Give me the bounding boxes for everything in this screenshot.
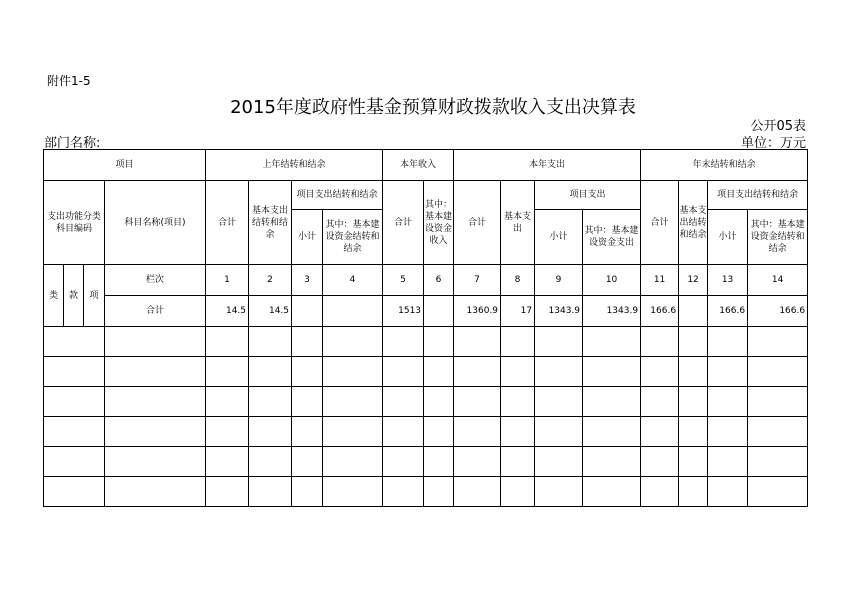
department-label: 部门名称: [44,136,101,151]
value-cell [383,417,424,447]
header-end-total: 合计 [641,181,679,265]
column-number-cell: 6 [424,265,454,296]
code-cell [44,447,105,477]
value-cell [748,357,808,387]
header-prev-capital-balance: 其中：基本建设资金结转和结余 [323,210,383,265]
subject-cell [105,417,206,447]
header-end-basic-balance: 基本支出结转和结余 [679,181,708,265]
value-cell [454,417,501,447]
column-number-cell: 7 [454,265,501,296]
value-cell [679,477,708,507]
column-number-cell: 13 [708,265,748,296]
value-cell [535,447,583,477]
header-year-end-balance: 年末结转和结余 [641,150,808,181]
header-entry: 项 [84,265,105,327]
value-cell [454,357,501,387]
value-cell [583,327,641,357]
header-basic-expense: 基本支出 [501,181,535,265]
total-row-cell: 14.5 [249,296,292,327]
column-number-cell: 12 [679,265,708,296]
subject-cell [105,357,206,387]
value-cell [292,387,323,417]
value-cell [206,387,249,417]
value-cell [249,327,292,357]
value-cell [583,417,641,447]
value-cell [535,327,583,357]
column-number-cell: 11 [641,265,679,296]
value-cell [748,447,808,477]
value-cell [424,417,454,447]
total-row-cell: 166.6 [641,296,679,327]
header-year-expense: 本年支出 [454,150,641,181]
value-cell [424,327,454,357]
value-cell [292,447,323,477]
header-project-expense-balance: 项目支出结转和结余 [292,181,383,210]
value-cell [501,327,535,357]
header-capital-income: 其中：基本建设资金收入 [424,181,454,265]
column-number-label: 栏次 [105,265,206,296]
value-cell [206,327,249,357]
value-cell [708,357,748,387]
unit-label: 单位：万元 [740,136,806,151]
total-row-cell: 1360.9 [454,296,501,327]
value-cell [583,477,641,507]
value-cell [292,477,323,507]
value-cell [748,417,808,447]
header-prev-subtotal: 小计 [292,210,323,265]
value-cell [501,447,535,477]
value-cell [708,447,748,477]
total-row-cell [292,296,323,327]
subject-cell [105,327,206,357]
header-func-code: 支出功能分类科目编码 [44,181,105,265]
value-cell [323,357,383,387]
header-prev-balance: 上年结转和结余 [206,150,383,181]
value-cell [748,387,808,417]
subject-cell [105,447,206,477]
value-cell [292,417,323,447]
value-cell [641,327,679,357]
value-cell [454,477,501,507]
header-end-subtotal: 小计 [708,210,748,265]
value-cell [501,417,535,447]
value-cell [583,357,641,387]
table-row [44,477,808,507]
value-cell [249,357,292,387]
value-cell [424,357,454,387]
column-number-cell: 3 [292,265,323,296]
column-number-cell: 10 [583,265,641,296]
value-cell [206,357,249,387]
value-cell [249,387,292,417]
value-cell [249,417,292,447]
column-number-cell: 8 [501,265,535,296]
value-cell [323,387,383,417]
value-cell [383,477,424,507]
value-cell [383,357,424,387]
total-row-cell: 1513 [383,296,424,327]
header-section: 款 [64,265,84,327]
value-cell [679,417,708,447]
table-row [44,447,808,477]
budget-table [43,149,808,507]
table-row [44,327,808,357]
header-expense-subtotal: 小计 [535,210,583,265]
table-row [44,387,808,417]
value-cell [535,387,583,417]
value-cell [708,477,748,507]
value-cell [383,387,424,417]
total-row-cell: 14.5 [206,296,249,327]
value-cell [501,357,535,387]
value-cell [748,477,808,507]
value-cell [292,357,323,387]
value-cell [454,447,501,477]
header-end-capital-balance: 其中：基本建设资金结转和结余 [748,210,808,265]
column-number-cell: 5 [383,265,424,296]
value-cell [323,477,383,507]
value-cell [535,417,583,447]
header-project-expense: 项目支出 [535,181,641,210]
value-cell [454,387,501,417]
value-cell [679,357,708,387]
value-cell [679,387,708,417]
subject-cell [105,387,206,417]
total-row-cell: 17 [501,296,535,327]
value-cell [323,447,383,477]
value-cell [292,327,323,357]
table-row [44,357,808,387]
value-cell [424,387,454,417]
header-year-income: 本年收入 [383,150,454,181]
code-cell [44,387,105,417]
total-row-cell: 1343.9 [535,296,583,327]
value-cell [535,357,583,387]
value-cell [708,327,748,357]
code-cell [44,417,105,447]
column-number-cell: 4 [323,265,383,296]
header-prev-total: 合计 [206,181,249,265]
value-cell [708,387,748,417]
column-number-cell: 9 [535,265,583,296]
header-subject-name: 科目名称(项目) [105,181,206,265]
value-cell [249,447,292,477]
header-income-total: 合计 [383,181,424,265]
value-cell [206,447,249,477]
table-row [44,417,808,447]
column-number-cell: 2 [249,265,292,296]
header-class: 类 [44,265,64,327]
value-cell [424,477,454,507]
value-cell [383,327,424,357]
value-cell [583,387,641,417]
value-cell [641,447,679,477]
code-cell [44,327,105,357]
form-number: 公开05表 [750,119,806,134]
column-number-cell: 14 [748,265,808,296]
total-row-cell [424,296,454,327]
column-number-cell: 1 [206,265,249,296]
page-title: 2015年度政府性基金预算财政拨款收入支出决算表 [230,97,636,118]
header-capital-expense: 其中：基本建设资金支出 [583,210,641,265]
code-cell [44,477,105,507]
header-basic-expense-balance: 基本支出结转和结余 [249,181,292,265]
value-cell [641,477,679,507]
total-row-cell [323,296,383,327]
value-cell [501,387,535,417]
header-item: 项目 [44,150,206,181]
total-row-cell: 166.6 [748,296,808,327]
attachment-label: 附件1-5 [47,74,91,88]
total-row-cell: 1343.9 [583,296,641,327]
total-row-cell: 166.6 [708,296,748,327]
value-cell [641,387,679,417]
value-cell [679,447,708,477]
subject-cell [105,477,206,507]
value-cell [249,477,292,507]
value-cell [383,447,424,477]
code-cell [44,357,105,387]
value-cell [641,357,679,387]
value-cell [679,327,708,357]
header-end-project-balance: 项目支出结转和结余 [708,181,808,210]
value-cell [535,477,583,507]
value-cell [454,327,501,357]
value-cell [206,417,249,447]
value-cell [583,447,641,477]
header-expense-total: 合计 [454,181,501,265]
value-cell [641,417,679,447]
total-row-label: 合计 [105,296,206,327]
value-cell [323,417,383,447]
value-cell [708,417,748,447]
value-cell [501,477,535,507]
total-row-cell [679,296,708,327]
value-cell [424,447,454,477]
value-cell [206,477,249,507]
value-cell [323,327,383,357]
value-cell [748,327,808,357]
